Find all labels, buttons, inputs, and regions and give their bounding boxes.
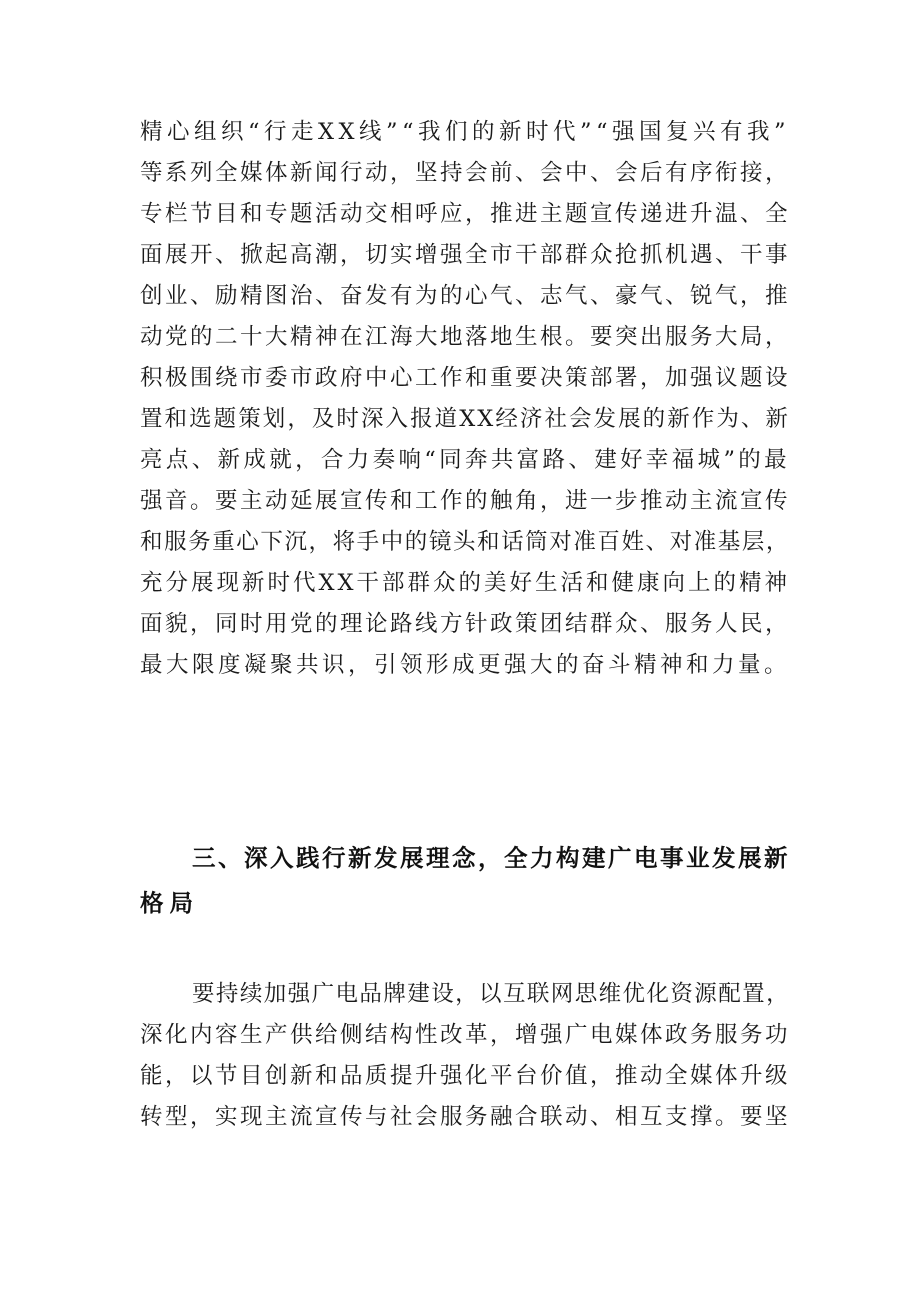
paragraph-line: 充分展现新时代XX干部群众的美好生活和健康向上的精神 [140, 570, 790, 596]
paragraph-line: 和服务重心下沉，将手中的镜头和话筒对准百姓、对准基层， [140, 529, 790, 555]
paragraph-line: 积极围绕市委市政府中心工作和重要决策部署，加强议题设 [140, 365, 790, 391]
paragraph-line: 深化内容生产供给侧结构性改革，增强广电媒体政务服务功 [140, 1022, 790, 1048]
body-paragraph-2 [140, 974, 790, 1138]
heading-line: 三、深入践行新发展理念，全力构建广电事业发展新 [192, 844, 790, 872]
paragraph-line: 面展开、掀起高潮，切实增强全市干部群众抢抓机遇、干事 [140, 242, 790, 268]
paragraph-line: 转型，实现主流宣传与社会服务融合联动、相互支撑。要坚 [140, 1104, 790, 1130]
heading-line: 格局 [140, 889, 199, 917]
paragraph-line: 最大限度凝聚共识，引领形成更强大的奋斗精神和力量。 [140, 652, 790, 678]
paragraph-line: 置和选题策划，及时深入报道XX经济社会发展的新作为、新 [140, 406, 790, 432]
paragraph-line: 要持续加强广电品牌建设，以互联网思维优化资源配置， [192, 981, 790, 1007]
paragraph-line: 创业、励精图治、奋发有为的心气、志气、豪气、锐气，推 [140, 283, 790, 309]
paragraph-line: 动党的二十大精神在江海大地落地生根。要突出服务大局， [140, 324, 790, 350]
paragraph-line: 能，以节目创新和品质提升强化平台价值，推动全媒体升级 [140, 1063, 790, 1089]
paragraph-line: 强音。要主动延展宣传和工作的触角，进一步推动主流宣传 [140, 488, 790, 514]
paragraph-line: 亮点、新成就，合力奏响“同奔共富路、建好幸福城”的最 [140, 447, 790, 473]
section-heading [140, 836, 790, 926]
body-paragraph-1 [140, 112, 790, 686]
paragraph-line: 面貌，同时用党的理论路线方针政策团结群众、服务人民， [140, 611, 790, 637]
paragraph-line: 专栏节目和专题活动交相呼应，推进主题宣传递进升温、全 [140, 201, 790, 227]
paragraph-line: 等系列全媒体新闻行动，坚持会前、会中、会后有序衔接， [140, 160, 790, 186]
paragraph-line: 精心组织“行走XX线”“我们的新时代”“强国复兴有我” [140, 119, 790, 145]
